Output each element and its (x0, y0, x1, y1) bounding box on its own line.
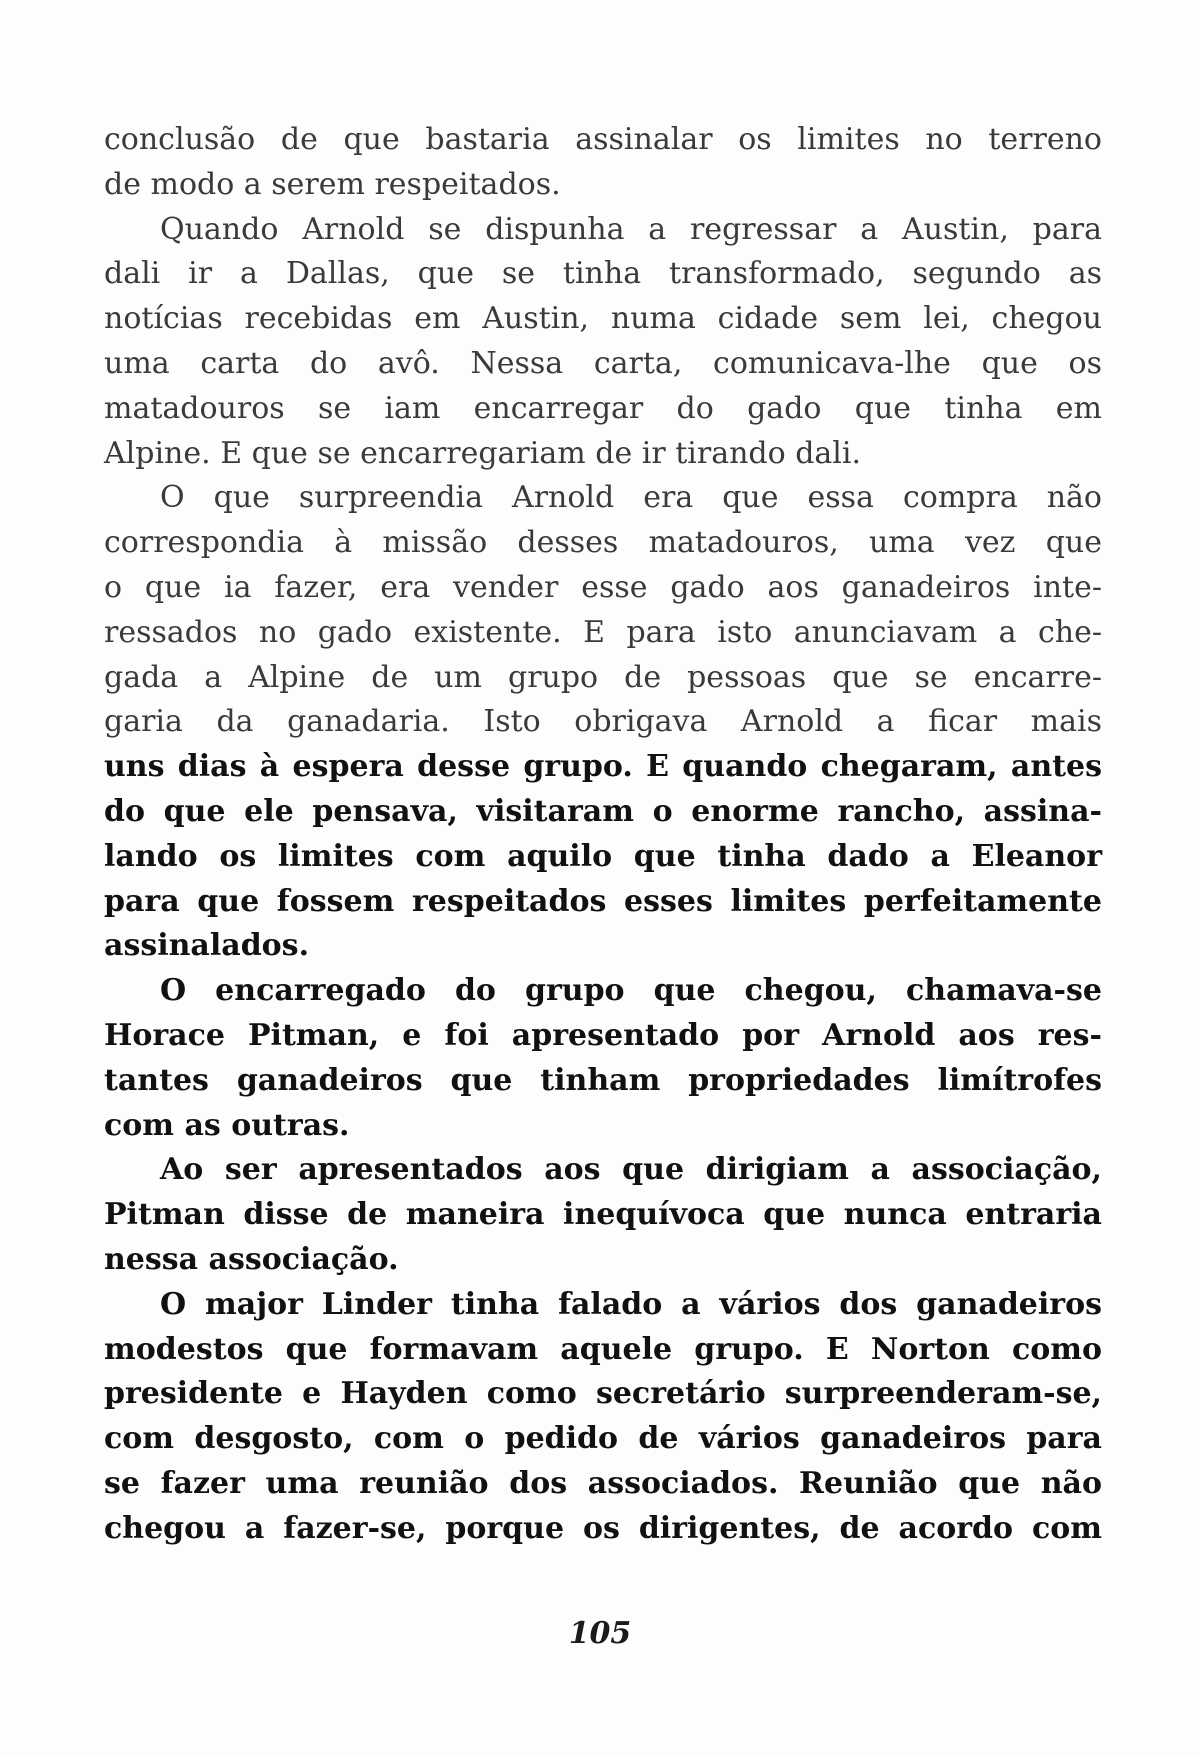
text-line: garia da ganadaria. Isto obrigava Arnold a ficar mais (104, 704, 1102, 740)
text-line: Horace Pitman, e foi apresentado por Arnold aos res- (104, 1017, 1102, 1053)
text-line: com desgosto, com o pedido de vários ganadeiros para (104, 1421, 1102, 1457)
text-line: conclusão de que bastaria assinalar os limites no terreno (104, 122, 1102, 157)
text-line: de modo a serem respeitados. (104, 166, 561, 202)
text-line: do que ele pensava, visitaram o enorme rancho, assina- (104, 793, 1102, 829)
text-line: gada a Alpine de um grupo de pessoas que se encarre- (104, 659, 1102, 695)
text-line: com as outras. (104, 1107, 350, 1143)
text-line: chegou a fazer-se, porque os dirigentes, de acordo com (104, 1510, 1102, 1546)
body-text (104, 118, 1102, 1552)
text-line: se fazer uma reunião dos associados. Reunião que não (104, 1465, 1102, 1501)
text-line: para que fossem respeitados esses limites perfeitamente (104, 883, 1102, 919)
text-line: presidente e Hayden como secretário surpreenderam-se, (104, 1376, 1102, 1412)
text-line: matadouros se iam encarregar do gado que tinha em (104, 390, 1102, 426)
text-line: nessa associação. (104, 1241, 399, 1277)
text-line: modestos que formavam aquele grupo. E Norton como (104, 1331, 1102, 1367)
text-line: ressados no gado existente. E para isto anunciavam a che- (104, 614, 1102, 650)
text-line: assinalados. (104, 928, 310, 964)
text-line: uma carta do avô. Nessa carta, comunicava-lhe que os (104, 345, 1102, 381)
text-line: O que surpreendia Arnold era que essa compra não (160, 480, 1102, 516)
text-line: tantes ganadeiros que tinham propriedades limítrofes (104, 1062, 1102, 1098)
page-number: 105 (568, 1616, 632, 1651)
text-line: Alpine. E que se encarregariam de ir tirando dali. (104, 435, 862, 471)
text-line: O encarregado do grupo que chegou, chamava-se (160, 973, 1102, 1009)
text-line: uns dias à espera desse grupo. E quando chegaram, antes (104, 749, 1102, 785)
text-line: O major Linder tinha falado a vários dos ganadeiros (160, 1286, 1102, 1322)
text-line: dali ir a Dallas, que se tinha transformado, segundo as (104, 256, 1102, 292)
text-line: Pitman disse de maneira inequívoca que nunca entraria (104, 1197, 1102, 1233)
text-line: correspondia à missão desses matadouros, uma vez que (104, 525, 1102, 561)
text-line: o que ia fazer, era vender esse gado aos ganadeiros inte- (104, 569, 1102, 605)
text-line: Ao ser apresentados aos que dirigiam a associação, (160, 1152, 1102, 1188)
text-line: lando os limites com aquilo que tinha dado a Eleanor (104, 838, 1102, 874)
text-line: notícias recebidas em Austin, numa cidade sem lei, chegou (104, 301, 1102, 337)
text-line: Quando Arnold se dispunha a regressar a Austin, para (160, 211, 1102, 247)
